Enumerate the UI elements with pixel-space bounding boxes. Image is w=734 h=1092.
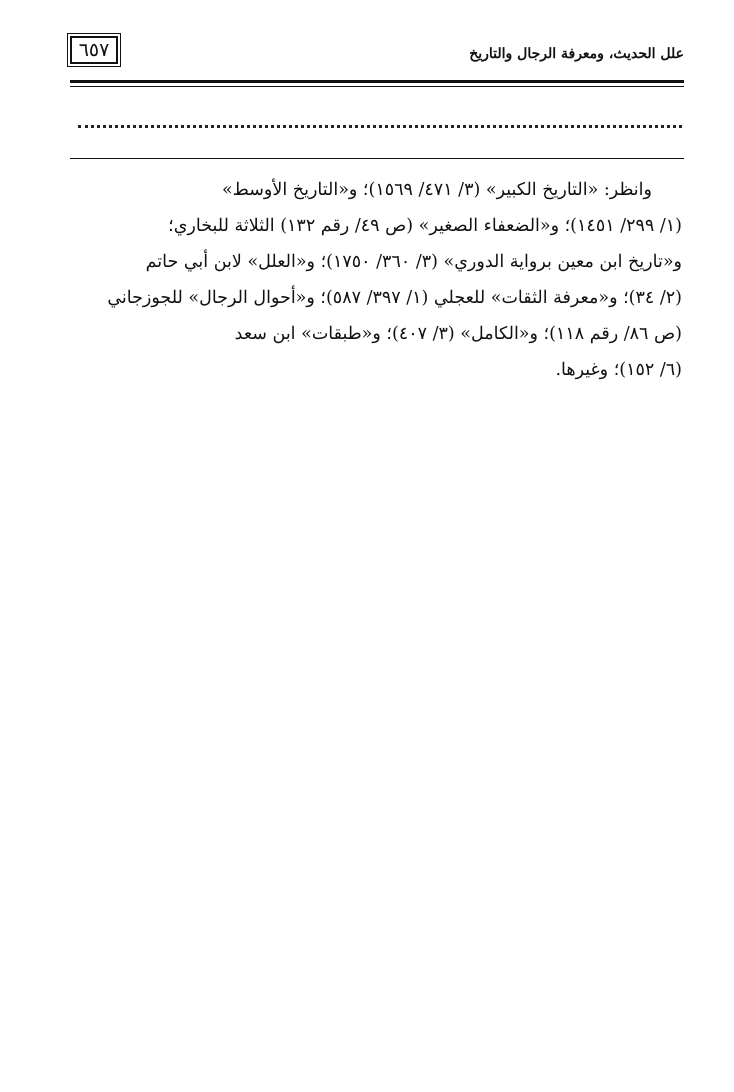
running-title: علل الحديث، ومعرفة الرجال والتاريخ [469,46,684,62]
footnote-line: (٢/ ٣٤)؛ و«معرفة الثقات» للعجلي (١/ ٣٩٧/ ٥٨٧)؛ و«أحوال الرجال» للجوزجاني [107,288,682,308]
footnote-line: (ص ٨٦/ رقم ١١٨)؛ و«الكامل» (٣/ ٤٠٧)؛ و«طبقات» ابن سعد [234,324,682,344]
footnote-text [68,172,682,388]
footnote-line: وانظر: «التاريخ الكبير» (٣/ ٤٧١/ ١٥٦٩)؛ و«التاريخ الأوسط» [221,180,652,200]
page-number: ٦٥٧ [70,36,118,64]
footnote-line: (٦/ ١٥٢)؛ وغيرها. [555,360,682,380]
footnote-line: و«تاريخ ابن معين برواية الدوري» (٣/ ٣٦٠/ ١٧٥٠)؛ و«العلل» لابن أبي حاتم [145,252,682,272]
dotted-separator [78,112,682,128]
footnote-line: (١/ ٢٩٩/ ١٤٥١)؛ و«الضعفاء الصغير» (ص ٤٩/ رقم ١٣٢) الثلاثة للبخاري؛ [168,216,682,236]
header-rule-thin [70,86,684,87]
header-rule-thick [70,80,684,83]
footnote-rule [70,158,684,159]
